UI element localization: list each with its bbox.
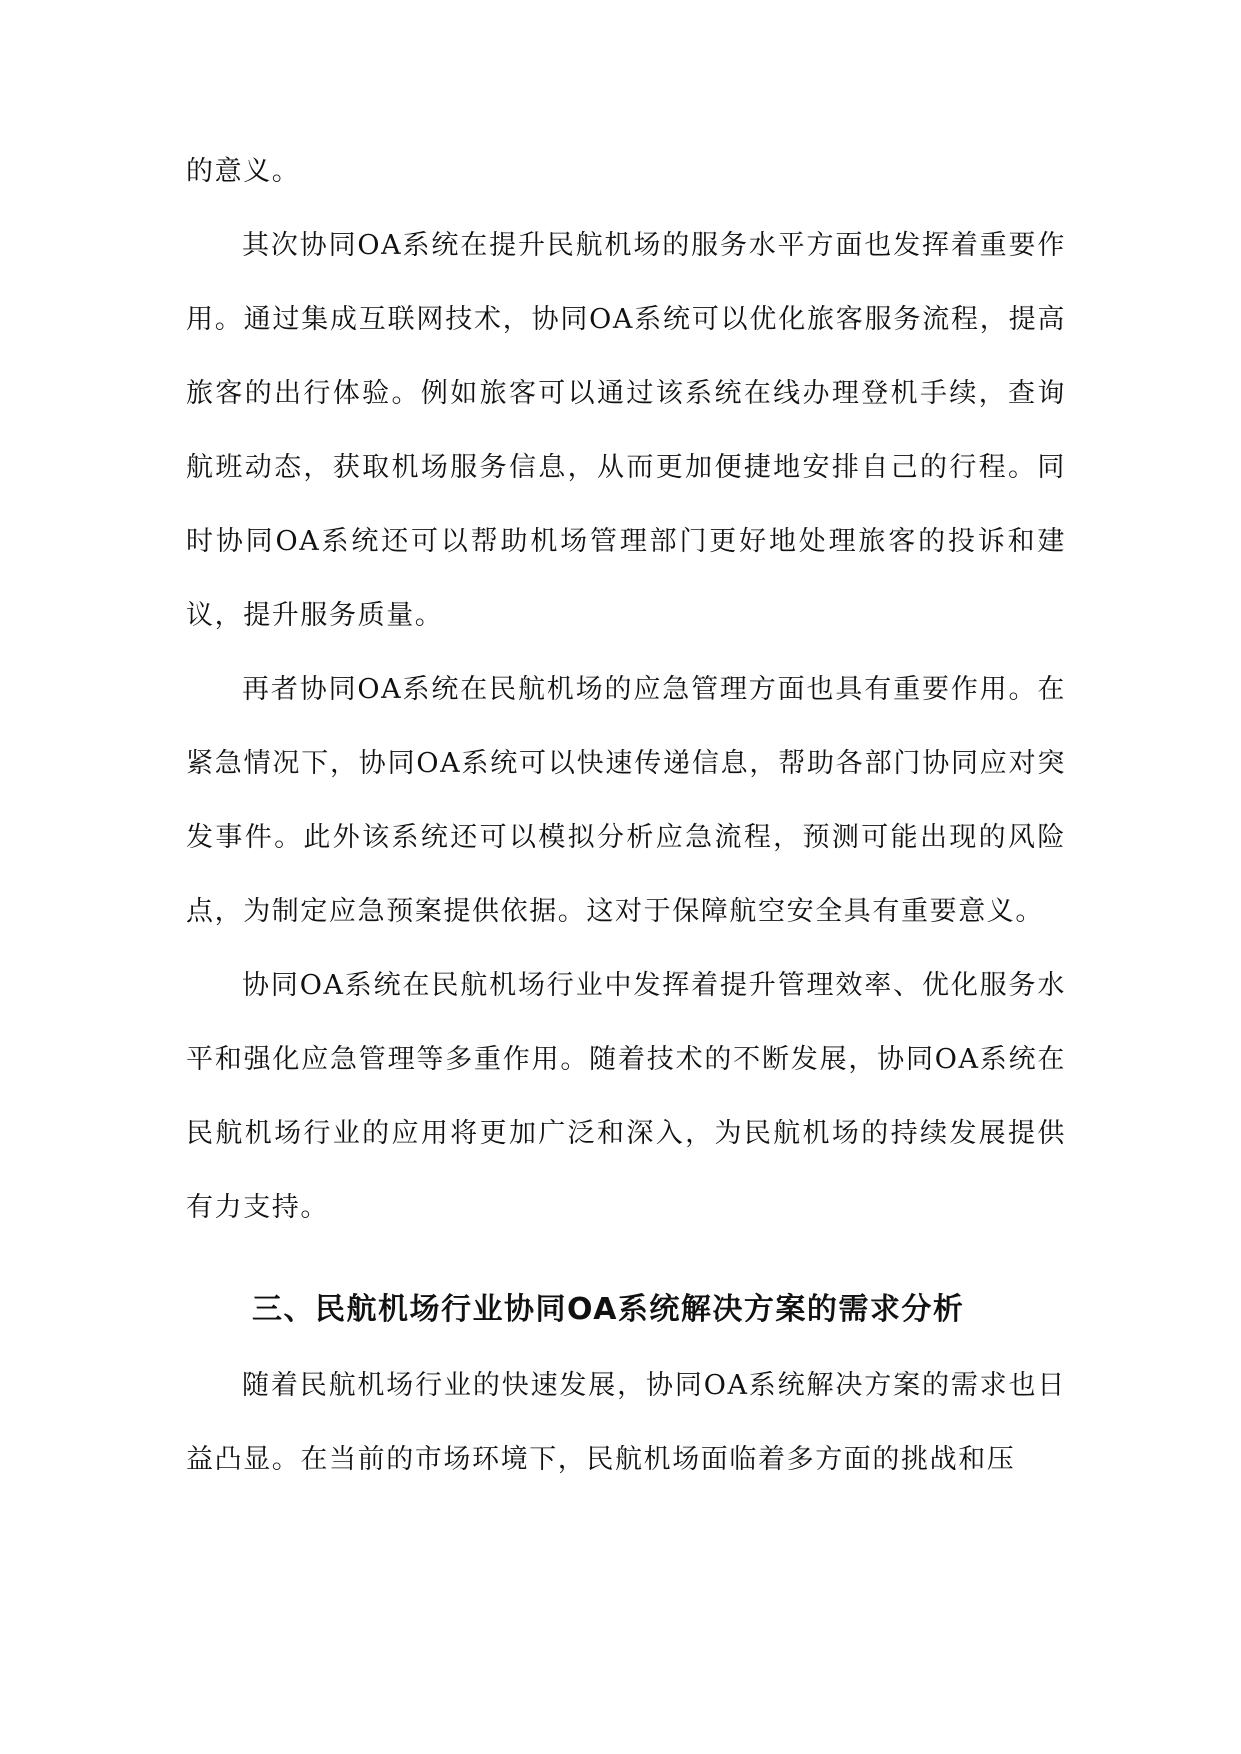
paragraph-emergency: 再者协同OA系统在民航机场的应急管理方面也具有重要作用。在紧急情况下，协同OA系统可以快速传递信息，帮助各部门协同应对突发事件。此外该系统还可以模拟分析应急流程，预测可能出现的风险点，为制定应急预案提供依据。这对于保障航空安全具有重要意义。 xyxy=(186,674,1066,927)
document-body xyxy=(186,135,1066,1497)
section-heading: 三、民航机场行业协同OA系统解决方案的需求分析 xyxy=(252,1292,965,1327)
continuation-text: 的意义。 xyxy=(186,156,301,187)
paragraph-summary: 协同OA系统在民航机场行业中发挥着提升管理效率、优化服务水平和强化应急管理等多重作用。随着技术的不断发展，协同OA系统在民航机场行业的应用将更加广泛和深入，为民航机场的持续发展提供有力支持。 xyxy=(186,970,1066,1223)
paragraph-requirements: 随着民航机场行业的快速发展，协同OA系统解决方案的需求也日益凸显。在当前的市场环境下，民航机场面临着多方面的挑战和压 xyxy=(186,1370,1066,1475)
paragraph-service: 其次协同OA系统在提升民航机场的服务水平方面也发挥着重要作用。通过集成互联网技术，协同OA系统可以优化旅客服务流程，提高旅客的出行体验。例如旅客可以通过该系统在线办理登机手续，查询航班动态，获取机场服务信息，从而更加便捷地安排自己的行程。同时协同OA系统还可以帮助机场管理部门更好地处理旅客的投诉和建议，提升服务质量。 xyxy=(186,230,1066,631)
